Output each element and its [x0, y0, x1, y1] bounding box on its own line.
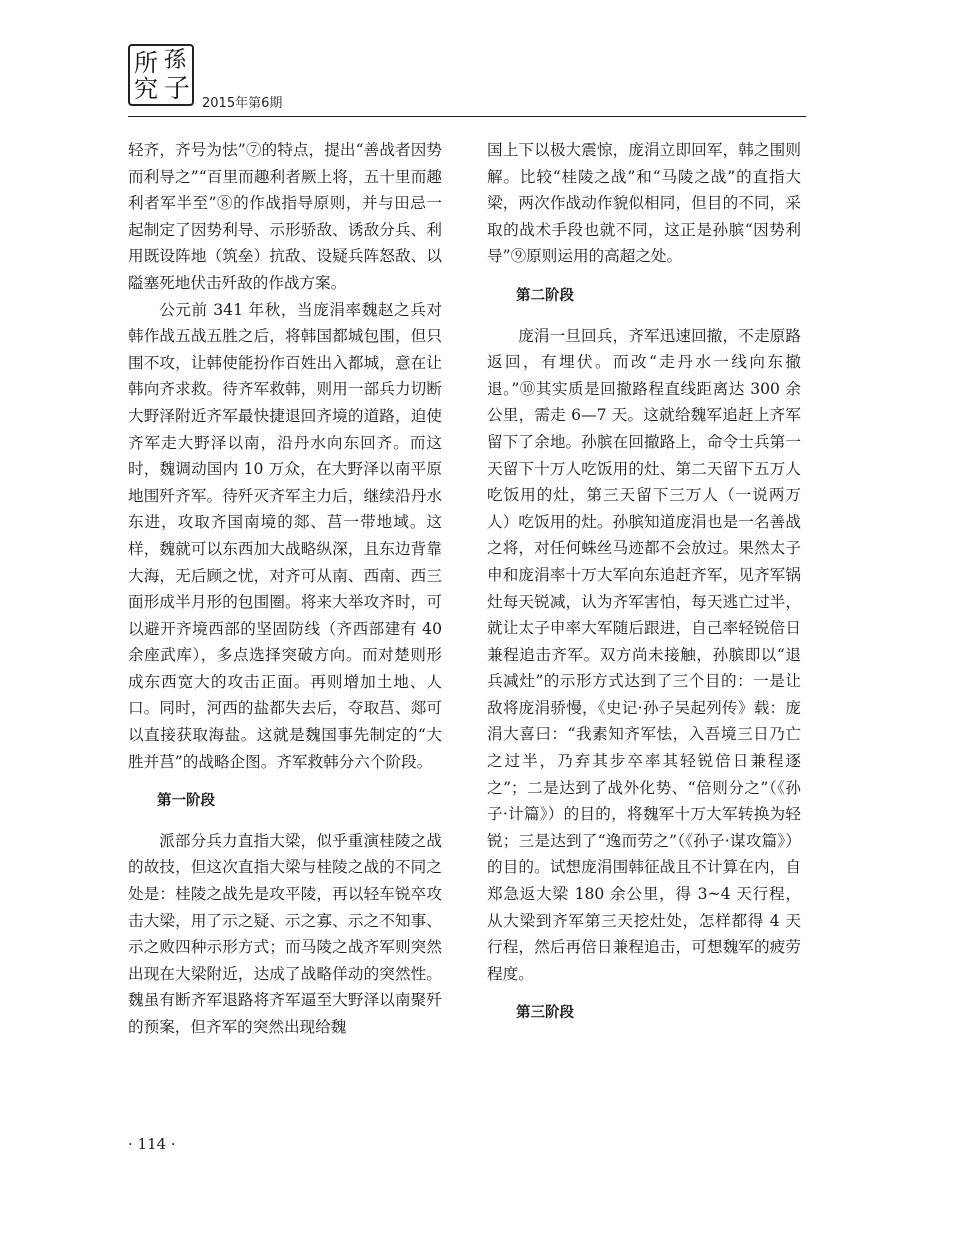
logo-char: 子	[164, 74, 191, 104]
left-column	[128, 137, 442, 1041]
journal-logo	[128, 44, 194, 106]
header-rule	[128, 116, 806, 117]
section-heading: 第二阶段	[516, 287, 574, 304]
paragraph: 国上下以极大震惊，庞涓立即回军，韩之围则解。比较“桂陵之战”和“马陵之战”的直指大梁，两次作战动作貌似相同，但目的不同，采取的战术手段也就不同，这正是孙膑“因势利导”⑨原则运用的高超之处。	[487, 141, 801, 266]
logo-char: 孫	[164, 48, 187, 73]
logo-char: 所	[134, 49, 158, 77]
logo-char: 究	[134, 75, 158, 103]
paragraph: 派部分兵力直指大梁，似乎重演桂陵之战的故技，但这次直指大梁与桂陵之战的不同之处是：桂陵之战先是攻平陵，再以轻车锐卒攻击大梁，用了示之疑、示之寡、示之不知事、示之败四种示形方式；而马陵之战齐军则突然出现在大梁附近，达成了战略佯动的突然性。魏虽有断齐军退路将齐军逼至大野泽以南聚歼的预案，但齐军的突然出现给魏	[128, 831, 442, 1036]
issue-label: 2015年第6期	[202, 96, 283, 111]
paragraph: 轻齐，齐号为怯”⑦的特点，提出“善战者因势而利导之”“百里而趣利者厥上将，五十里而趣利者军半至”⑧的作战指导原则，并与田忌一起制定了因势利导、示形骄敌、诱敌分兵、利用既设阵地（筑垒）抗敌、设疑兵阵怒敌、以隘塞死地伏击歼敌的作战方案。	[128, 141, 442, 292]
section-heading: 第一阶段	[157, 793, 215, 810]
paragraph: 公元前 341 年秋，当庞涓率魏赵之兵对韩作战五战五胜之后，将韩国都城包围，但只围不攻，让韩使能扮作百姓出入都城，意在让韩向齐求救。待齐军救韩，则用一部兵力切断大野泽附近齐军最快捷退回齐境的道路，迫使齐军走大野泽以南，沿丹水向东回齐。而这时，魏调动国内 10 万众，在大野泽以南平原地围歼齐军。待歼灭齐军主力后，继续沿丹水东进，攻取齐国南境的郯、莒一带地域。这样，魏就可以东西加大战略纵深，且东边背靠大海，无后顾之忧，对齐可从南、西南、西三面形成半月形的包围圈。将来大举攻齐时，可以避开齐境西部的坚固防线（齐西部建有 40 余座武库），多点选择突破方向。而对楚则形成东西宽大的攻击正面。再则增加土地、人口。同时，河西的盐都失去后，夺取莒、郯可以直接获取海盐。这就是魏国事先制定的“大胜并莒”的战略企图。齐军救韩分六个阶段。	[128, 300, 442, 771]
paragraph: 庞涓一旦回兵，齐军迅速回撤，不走原路返回，有埋伏。而改“走丹水一线向东撤退。”⑩其实质是回撤路程直线距离达 300 余公里，需走 6—7 天。这就给魏军追赶上齐军留下了余地。孙膑在回撤路上，命令士兵第一天留下十万人吃饭用的灶、第二天留下五万人吃饭用的灶，第三天留下三万人（一说两万人）吃饭用的灶。孙膑知道庞涓也是一名善战之将，对任何蛛丝马迹都不会放过。果然太子申和庞涓率十万大军向东追赶齐军，见齐军锅灶每天锐减，认为齐军害怕，每天逃亡过半，就让太子申率大军随后跟进，自己率轻锐倍日兼程追击齐军。双方尚未接触，孙膑即以“退兵减灶”的示形方式达到了三个目的：一是让敌将庞涓骄慢，《史记·孙子吴起列传》载：庞涓大喜曰：“我素知齐军怯，入吾境三日乃亡之过半，乃弃其步卒率其轻锐倍日兼程逐之”；二是达到了战外化势、“倍则分之”（《孙子·计篇》）的目的，将魏军十万大军转换为轻锐；三是达到了“逸而劳之”（《孙子·谋攻篇》）的目的。试想庞涓围韩征战且不计算在内，自郑急返大梁 180 余公里，得 3~4 天行程，从大梁到齐军第三天挖灶处，怎样都得 4 天行程，然后再倍日兼程追击，可想魏军的疲劳程度。	[487, 326, 801, 983]
section-heading: 第三阶段	[516, 1005, 574, 1022]
right-column	[487, 137, 801, 1027]
page-number: · 114 ·	[128, 1135, 176, 1153]
